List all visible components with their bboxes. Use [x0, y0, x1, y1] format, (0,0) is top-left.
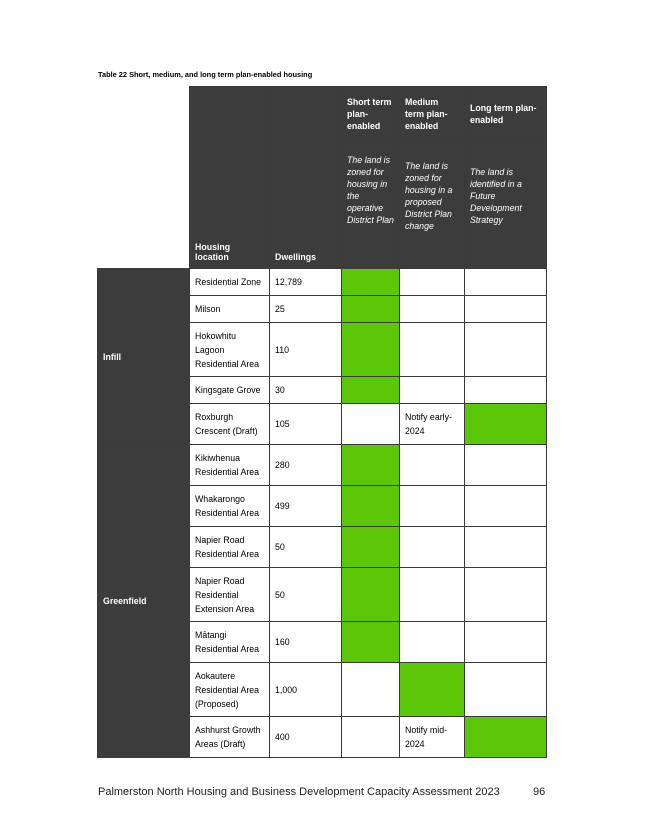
cell-short [342, 663, 400, 717]
cell-medium [400, 323, 465, 377]
header-blank-corner [98, 87, 190, 269]
cell-medium-note: Notify mid-2024 [400, 717, 465, 758]
cell-location: Aokautere Residential Area (Proposed) [190, 663, 270, 717]
cell-location: Ashhurst Growth Areas (Draft) [190, 717, 270, 758]
cell-medium [400, 445, 465, 486]
cell-dwellings: 280 [270, 445, 342, 486]
cell-short-enabled [342, 568, 400, 622]
cell-medium [400, 527, 465, 568]
cell-short-enabled [342, 296, 400, 323]
cell-medium [400, 486, 465, 527]
cell-location: Kikiwhenua Residential Area [190, 445, 270, 486]
cell-dwellings: 25 [270, 296, 342, 323]
cell-long [465, 296, 547, 323]
cell-dwellings: 160 [270, 622, 342, 663]
group-infill: Infill [98, 269, 190, 445]
cell-short [342, 404, 400, 445]
cell-location: Napier Road Residential Area [190, 527, 270, 568]
cell-location: Hokowhitu Lagoon Residential Area [190, 323, 270, 377]
cell-long-enabled [465, 404, 547, 445]
cell-dwellings: 50 [270, 568, 342, 622]
cell-location: Roxburgh Crescent (Draft) [190, 404, 270, 445]
cell-dwellings: 400 [270, 717, 342, 758]
cell-medium [400, 296, 465, 323]
table-caption: Table 22 Short, medium, and long term plan-enabled housing [98, 70, 313, 79]
header-housing-location: Housing location [190, 87, 270, 269]
cell-short-enabled [342, 445, 400, 486]
plan-enabled-housing-table [97, 86, 547, 758]
header-dwellings: Dwellings [270, 87, 342, 269]
cell-medium [400, 622, 465, 663]
cell-short-enabled [342, 622, 400, 663]
cell-long [465, 663, 547, 717]
cell-medium-note: Notify early-2024 [400, 404, 465, 445]
cell-dwellings: 30 [270, 377, 342, 404]
cell-dwellings: 12,789 [270, 269, 342, 296]
cell-dwellings: 110 [270, 323, 342, 377]
cell-medium [400, 568, 465, 622]
cell-short [342, 717, 400, 758]
cell-dwellings: 105 [270, 404, 342, 445]
cell-long [465, 527, 547, 568]
header-long-term-description: The land is identified in a Future Development Strategy [465, 142, 547, 269]
header-long-term: Long term plan-enabled [465, 87, 547, 142]
cell-location: Napier Road Residential Extension Area [190, 568, 270, 622]
cell-long-enabled [465, 717, 547, 758]
page-number: 96 [533, 786, 546, 798]
cell-long [465, 323, 547, 377]
header-short-term: Short term plan-enabled [342, 87, 400, 142]
cell-dwellings: 1,000 [270, 663, 342, 717]
cell-long [465, 568, 547, 622]
group-greenfield: Greenfield [98, 445, 190, 758]
cell-location: Whakarongo Residential Area [190, 486, 270, 527]
cell-location: Residential Zone [190, 269, 270, 296]
cell-long [465, 269, 547, 296]
cell-medium [400, 269, 465, 296]
cell-dwellings: 50 [270, 527, 342, 568]
cell-dwellings: 499 [270, 486, 342, 527]
cell-medium [400, 377, 465, 404]
cell-short-enabled [342, 377, 400, 404]
cell-short-enabled [342, 323, 400, 377]
footer-title: Palmerston North Housing and Business Development Capacity Assessment 2023 [98, 786, 500, 798]
table-row [98, 269, 547, 296]
cell-short-enabled [342, 486, 400, 527]
cell-location: Mātangi Residential Area [190, 622, 270, 663]
header-short-term-description: The land is zoned for housing in the operative District Plan [342, 142, 400, 269]
cell-long [465, 622, 547, 663]
table-row [98, 445, 547, 486]
cell-location: Kingsgate Grove [190, 377, 270, 404]
cell-long [465, 486, 547, 527]
cell-long [465, 377, 547, 404]
header-medium-term-description: The land is zoned for housing in a proposed District Plan change [400, 142, 465, 269]
header-medium-term: Medium term plan-enabled [400, 87, 465, 142]
cell-medium-enabled [400, 663, 465, 717]
cell-short-enabled [342, 269, 400, 296]
cell-long [465, 445, 547, 486]
cell-short-enabled [342, 527, 400, 568]
cell-location: Milson [190, 296, 270, 323]
